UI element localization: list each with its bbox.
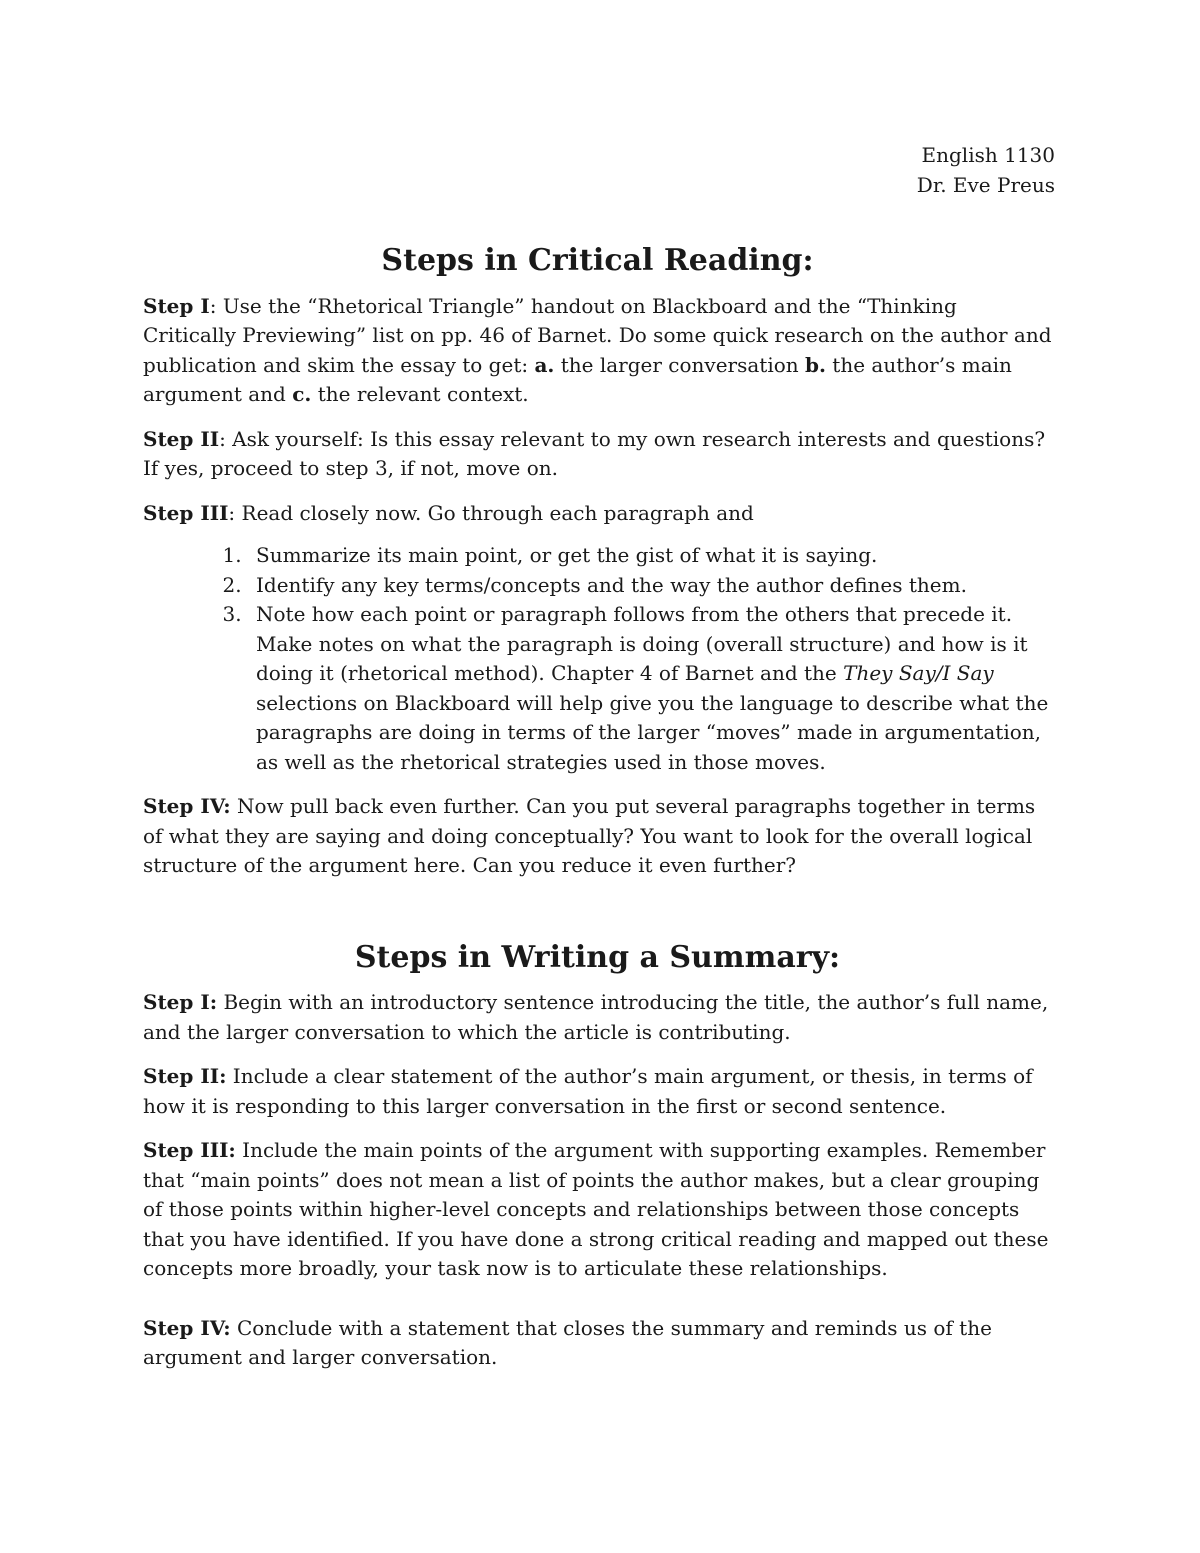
list-item — [248, 600, 1052, 777]
step-label: Step II — [143, 426, 220, 451]
letter-c: c. — [292, 382, 312, 406]
list-item: 1. Summarize its main point, or get the gist of what it is saying. — [248, 541, 1052, 571]
step-label: Step I: — [143, 990, 218, 1014]
critical-step-3 — [143, 499, 1052, 529]
step-text: Now pull back even further. Can you put several paragraphs together in terms of what they are saying and doing conceptually? You want to look for the overall logical structure of the argument here. Can you reduce it even further? — [143, 794, 1036, 877]
book-title: They Say/I Say — [843, 661, 994, 685]
step-label: Step IV: — [143, 1315, 231, 1340]
step-text: : Read closely now. Go through each paragraph and — [228, 500, 754, 525]
instructor-name: Dr. Eve Preus — [916, 172, 1055, 197]
critical-step-3-list — [143, 541, 1052, 777]
step-label: Step IV: — [143, 794, 231, 818]
letter-a: a. — [534, 352, 555, 377]
critical-step-4 — [143, 792, 1052, 881]
course-name: English 1130 — [921, 143, 1055, 167]
step-text: : Use the “Rhetorical Triangle” handout on Blackboard and the “Thinking Critically Previewing” list on pp. 46 of Barnet. Do some quick research on the author and publication and skim the essay to get: — [143, 293, 1052, 377]
summary-step-1 — [143, 988, 1052, 1047]
list-item: 2. Identify any key terms/concepts and the way the author defines them. — [248, 571, 1052, 601]
step-label: Step III: — [143, 1138, 236, 1162]
summary-step-2 — [143, 1062, 1052, 1121]
step-text: the larger conversation — [554, 352, 805, 377]
step-text: Conclude with a statement that closes the summary and reminds us of the argument and larger conversation. — [143, 1315, 992, 1369]
step-label: Step III — [143, 500, 229, 525]
step-text: the author’s main argument and — [143, 352, 1012, 406]
critical-step-2 — [143, 425, 1052, 484]
summary-step-4 — [143, 1314, 1052, 1373]
critical-step-1 — [143, 292, 1052, 410]
step-label: Step II: — [143, 1064, 227, 1088]
list-item-text: Note how each point or paragraph follows from the others that precede it. Make notes on what the paragraph is doing (overall structure) and how is it doing it (rhetorical method). Chapter 4 of Barnet and the — [256, 602, 1028, 685]
letter-b: b. — [805, 352, 826, 377]
list-item-text: selections on Blackboard will help give you the language to describe what the paragraphs are doing in terms of the larger “moves” made in argumentation, as well as the rhetorical strategies used in those moves. — [256, 690, 1049, 774]
critical-reading-title: Steps in Critical Reading: — [381, 243, 814, 278]
step-label: Step I — [143, 293, 210, 318]
step-text: Include the main points of the argument with supporting examples. Remember that “main points” does not mean a list of points the author makes, but a clear grouping of those points within higher-level concepts and relationships between those concepts that you have identified. If you have done a strong critical reading and mapped out these concepts more broadly, your task now is to articulate these relationships. — [143, 1138, 1049, 1280]
step-text: Begin with an introductory sentence introducing the title, the author’s full name, and the larger conversation to which the article is contributing. — [143, 990, 1049, 1044]
step-text: : Ask yourself: Is this essay relevant to my own research interests and questions? If yes, proceed to step 3, if not, move on. — [143, 426, 1046, 480]
document-header — [143, 141, 1055, 200]
summary-step-3 — [143, 1136, 1052, 1284]
step-text: the relevant context. — [311, 382, 529, 406]
summary-title: Steps in Writing a Summary: — [354, 939, 841, 975]
step-text: Include a clear statement of the author’s main argument, or thesis, in terms of how it is responding to this larger conversation in the first or second sentence. — [143, 1064, 1033, 1118]
